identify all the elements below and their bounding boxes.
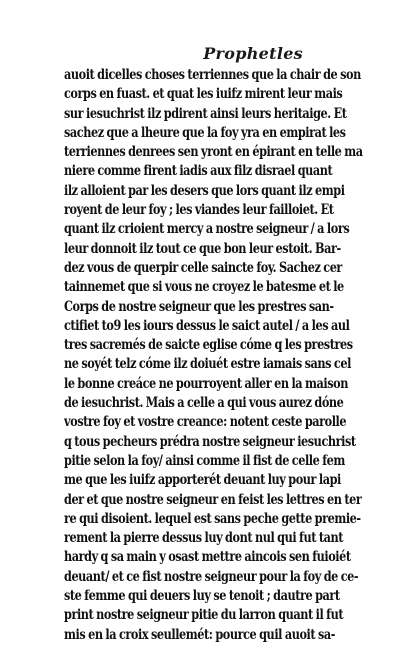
text-line: me que les iuifz apporterét deuant luy pour lapi xyxy=(64,472,341,489)
text-line: quant ilz crioient mercy a nostre seigneur / a lors xyxy=(64,221,350,238)
text-line: ne soyét telz cóme ilz doiuét estre iamais sans cel xyxy=(64,356,351,373)
text-line: terriennes denrees sen yront en épirant en telle ma xyxy=(64,144,363,161)
text-line: auoit dicelles choses terriennes que la chair de son xyxy=(64,67,361,83)
text-line: mis en la croix seullemét: pource quil auoit sa- xyxy=(64,626,336,643)
text-line: niere comme firent iadis aux filz disrael quant xyxy=(64,163,333,180)
text-line: rement la pierre dessus luy dont nul qui fut tant xyxy=(64,530,343,547)
text-line: royent de leur foy ; les viandes leur failloiet. Et xyxy=(64,202,334,219)
text-line: deuant/ et ce fist nostre seigneur pour la foy de ce- xyxy=(64,568,359,585)
text-line: pitie selon la foy/ ainsi comme il fist de celle fem xyxy=(64,452,345,469)
text-line: der et que nostre seigneur en feist les lettres en ter xyxy=(64,491,362,508)
text-line: de iesuchrist. Mais a celle a qui vous aurez dóne xyxy=(64,395,344,412)
text-line: le bonne creáce ne pourroyent aller en la maison xyxy=(64,375,348,392)
text-block xyxy=(64,66,368,645)
text-line: dez vous de querpir celle saincte foy. Sachez cer xyxy=(64,259,342,276)
text-line: ste femme qui deuers luy se tenoit ; dautre part xyxy=(64,588,340,605)
text-line: print nostre seigneur pitie du larron quant il fut xyxy=(64,607,344,624)
text-line: corps en fuast. et quat les iuifz mirent leur mais xyxy=(64,86,343,103)
text-line: hardy q sa main y osast mettre aincois sen fuioiét xyxy=(64,549,351,566)
text-line: leur donnoit ilz tout ce que bon leur estoit. Bar- xyxy=(64,240,341,257)
running-head: Prophetles xyxy=(203,44,303,63)
text-line: re qui disoient. lequel est sans peche gette premie- xyxy=(64,510,361,527)
text-line: vostre foy et vostre creance: notent ceste parolle xyxy=(64,414,347,431)
text-line: sachez que a lheure que la foy yra en empirat les xyxy=(64,124,346,141)
text-line: tres sacremés de saicte eglise cóme q les prestres xyxy=(64,337,353,354)
text-line: q tous pecheurs prédra nostre seigneur iesuchrist xyxy=(64,433,356,450)
text-line: ctifiet to9 les iours dessus le saict autel / a les aul xyxy=(64,317,350,334)
text-line: ilz alloient par les desers que lors quant ilz empi xyxy=(64,182,345,199)
text-line: tainnemet que si vous ne croyez le batesme et le xyxy=(64,279,344,296)
text-line: Corps de nostre seigneur que les prestres san- xyxy=(64,298,334,315)
text-line: sur iesuchrist ilz pdirent ainsi leurs heritaige. Et xyxy=(64,105,347,122)
